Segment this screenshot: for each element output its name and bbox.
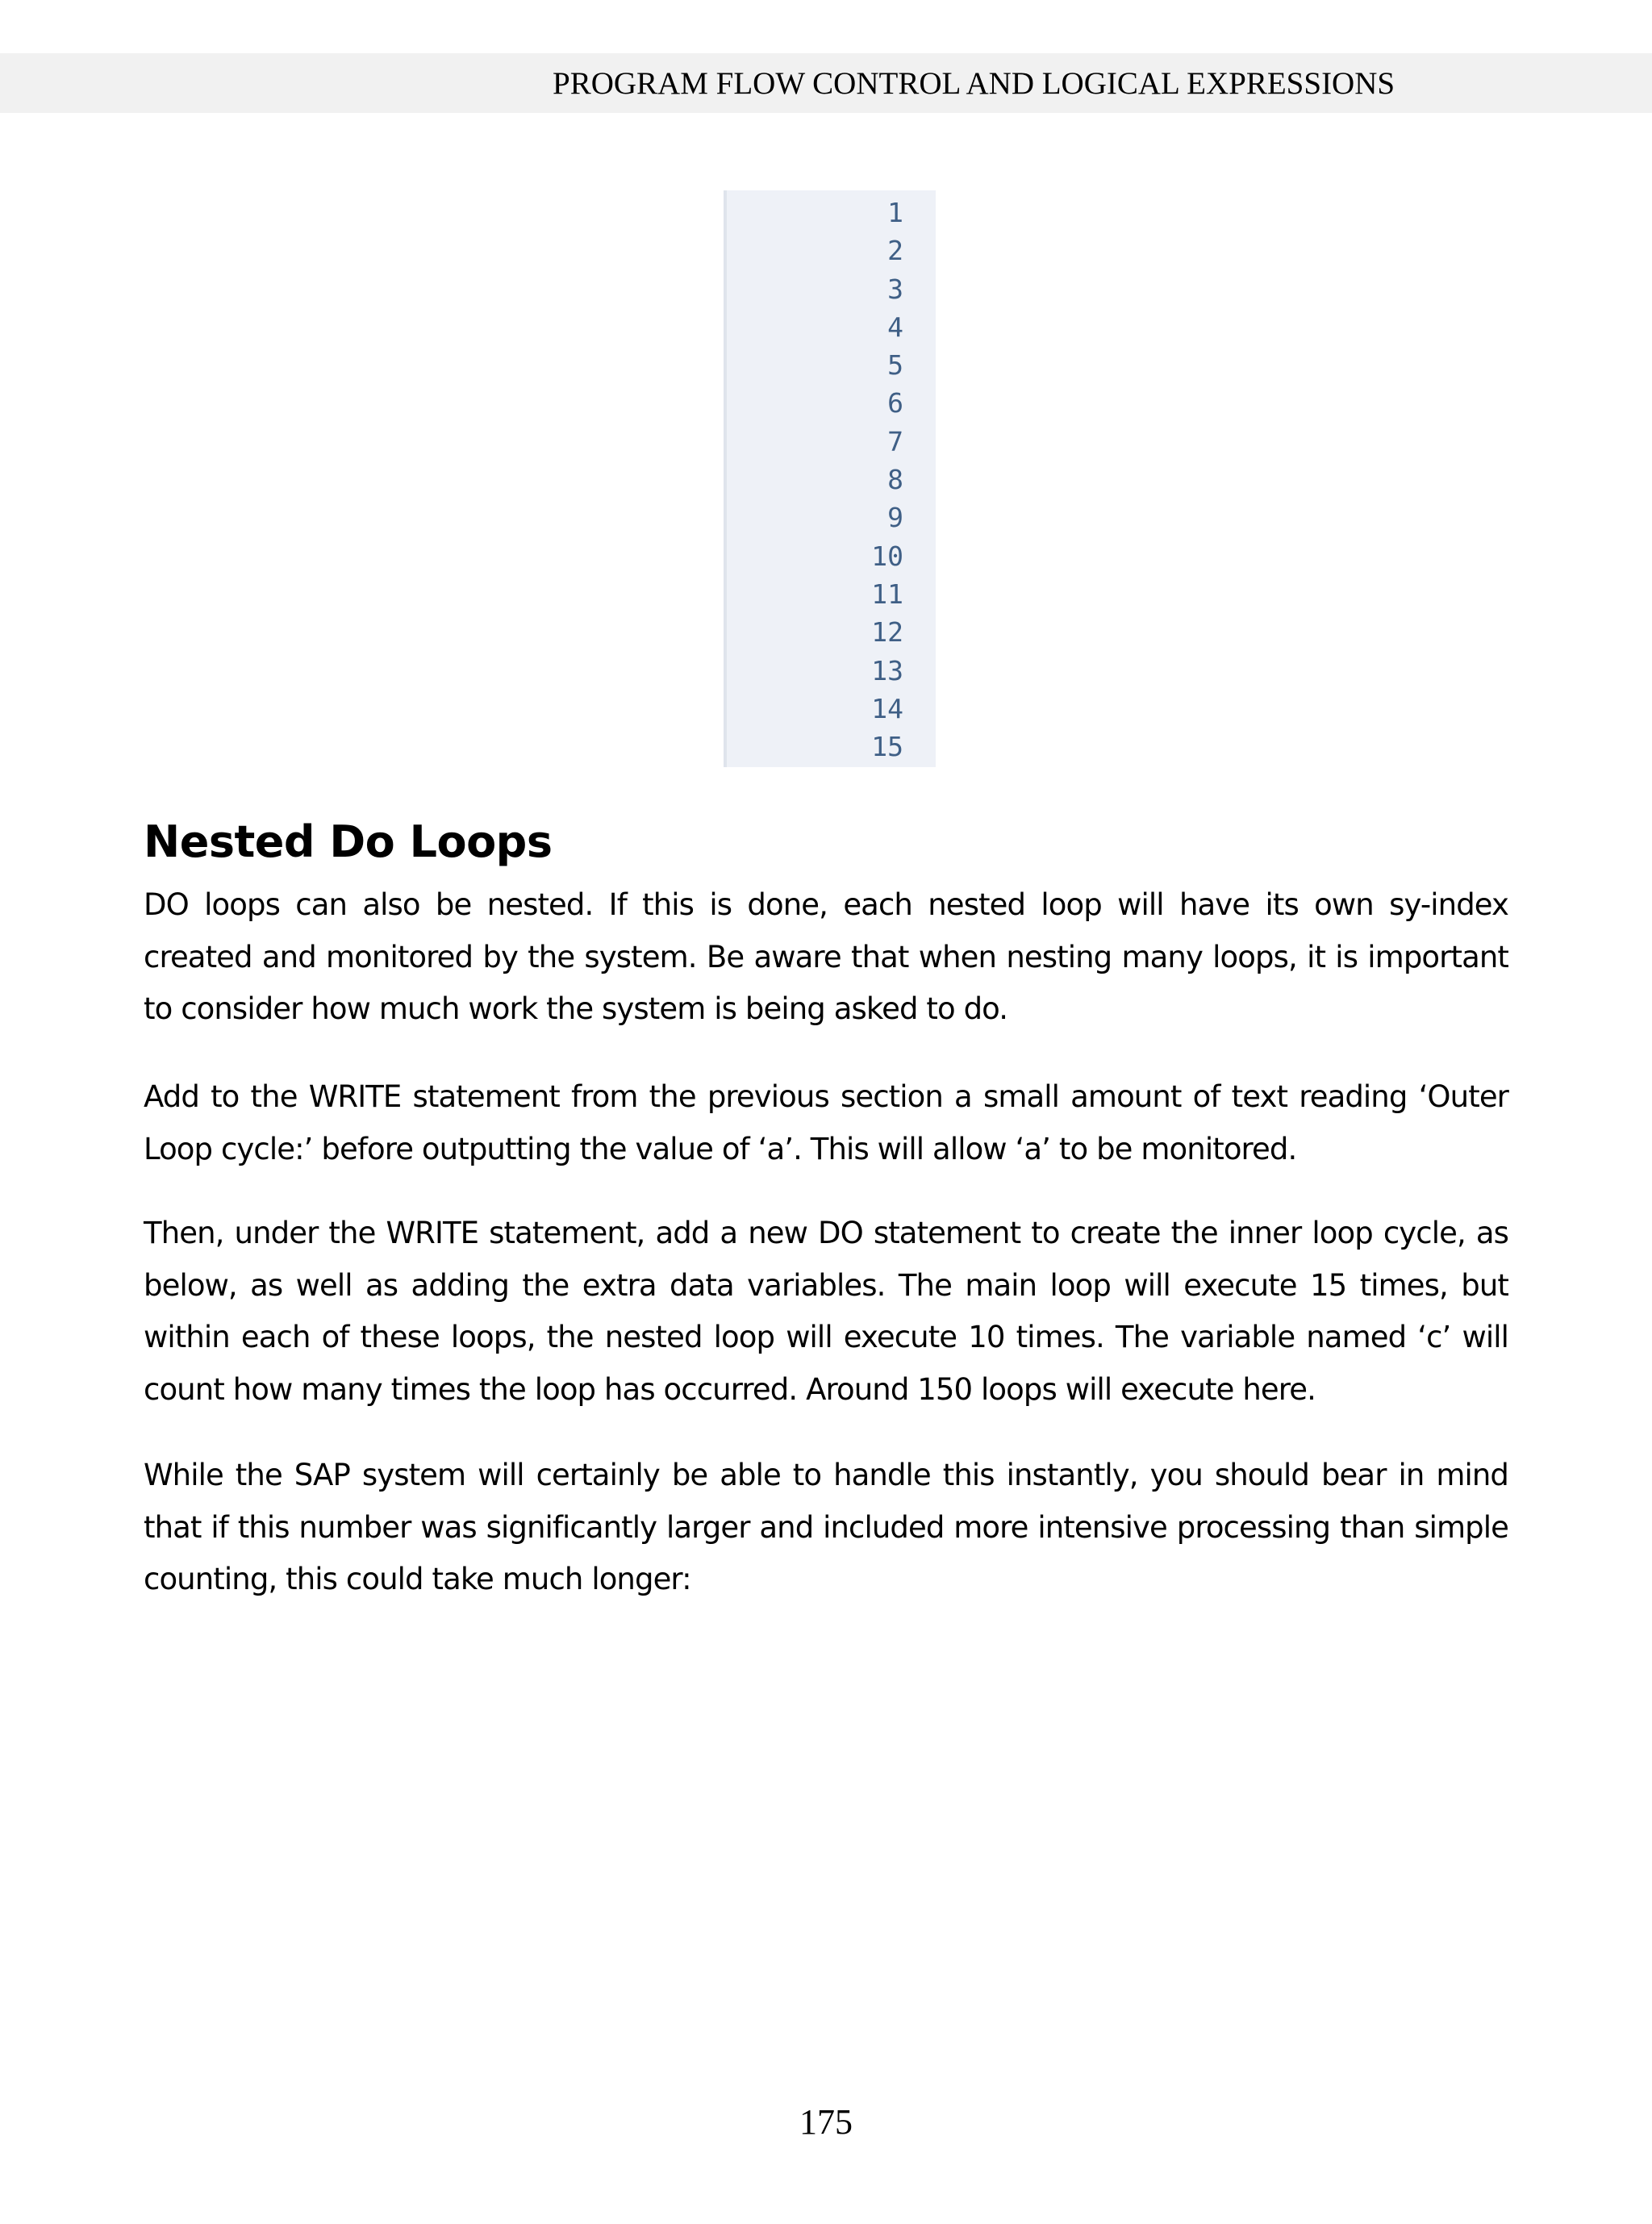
output-line: 6 xyxy=(887,387,903,419)
section-heading: Nested Do Loops xyxy=(144,816,553,867)
output-line: 2 xyxy=(887,235,903,267)
page-number: 175 xyxy=(799,2102,853,2142)
output-line: 5 xyxy=(887,349,903,382)
output-line: 11 xyxy=(871,578,903,610)
body-paragraph: Add to the WRITE statement from the previous section a small amount of text reading ‘Outer Loop cycle:’ before outputting the value of ‘a’. This will allow ‘a’ to be monitored. xyxy=(144,1079,1508,1166)
output-line: 4 xyxy=(887,311,903,343)
output-line: 1 xyxy=(887,197,903,228)
running-header-title: PROGRAM FLOW CONTROL AND LOGICAL EXPRESSIONS xyxy=(553,66,1395,101)
body-paragraph: While the SAP system will certainly be able to handle this instantly, you should bear in mind that if this number was significantly larger and included more intensive processing than simple counting, this could take much longer: xyxy=(144,1458,1508,1596)
output-line: 9 xyxy=(887,502,903,534)
running-header xyxy=(0,53,1652,113)
output-line: 3 xyxy=(887,273,903,305)
output-line-list xyxy=(871,194,903,766)
output-line: 14 xyxy=(871,692,903,724)
output-line: 8 xyxy=(887,464,903,496)
output-line: 10 xyxy=(871,540,903,572)
output-line: 15 xyxy=(871,731,903,763)
program-output-screenshot xyxy=(724,190,936,767)
body-paragraph: DO loops can also be nested. If this is done, each nested loop will have its own sy-index created and monitored by the system. Be aware that when nesting many loops, it is important to consider how much work the system is being asked to do. xyxy=(144,887,1508,1026)
body-paragraph: Then, under the WRITE statement, add a new DO statement to create the inner loop cycle, as below, as well as adding the extra data variables. The main loop will execute 15 times, but within each of these loops, the nested loop will execute 10 times. The variable named ‘c’ will count how many times the loop has occurred. Around 150 loops will execute here. xyxy=(144,1216,1508,1407)
output-line: 12 xyxy=(871,616,903,649)
output-line: 7 xyxy=(887,425,903,457)
output-line: 13 xyxy=(871,654,903,686)
